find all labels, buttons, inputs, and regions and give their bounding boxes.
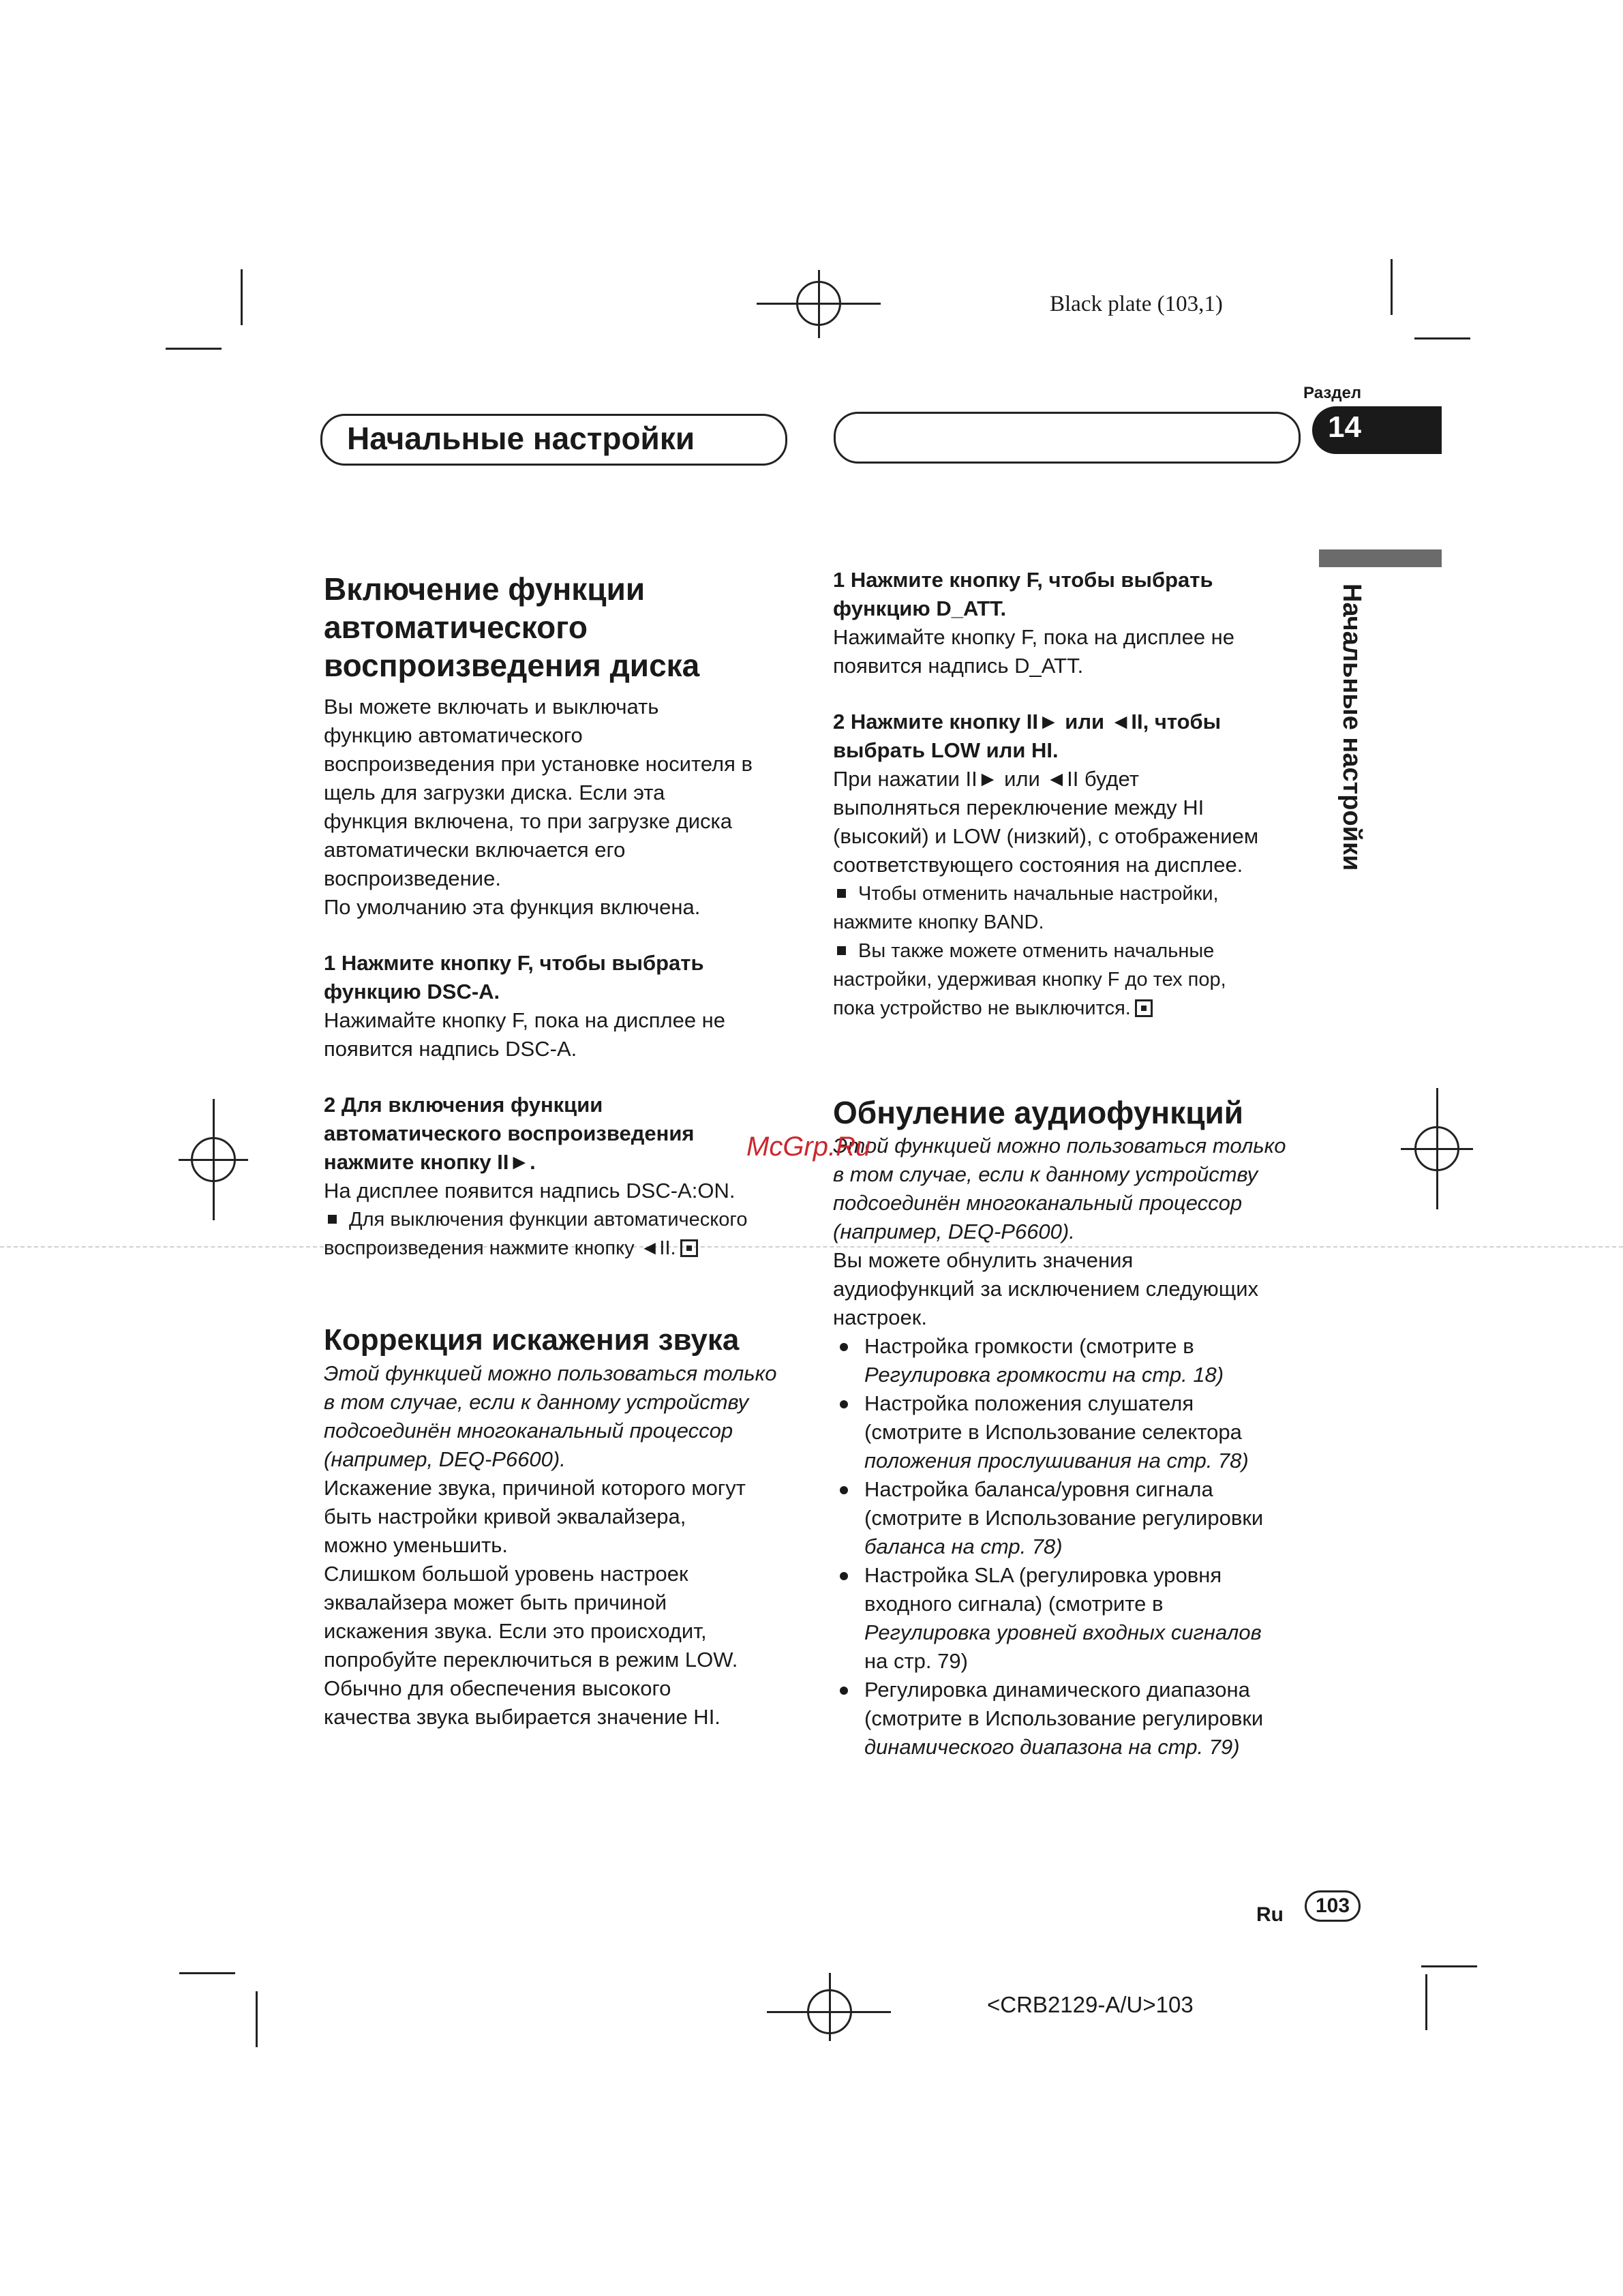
body-line: По умолчанию эта функция включена. xyxy=(324,895,701,919)
end-mark-icon xyxy=(680,1239,698,1257)
heading-audio-reset: Обнуление аудиофункций xyxy=(833,1095,1244,1130)
heading-line: Включение функции xyxy=(324,571,646,607)
list-line: Регулировка уровней входных сигналов xyxy=(864,1620,1262,1644)
body-line: быть настройки кривой эквалайзера, xyxy=(324,1505,686,1528)
note-bullet-icon xyxy=(837,946,846,955)
body-line: автоматически включается его xyxy=(324,838,626,862)
note-bullet-icon xyxy=(328,1215,337,1224)
body-line: функцию автоматического xyxy=(324,723,583,747)
step-2-title: нажмите кнопку II►. xyxy=(324,1150,536,1174)
heading-line: воспроизведения диска xyxy=(324,648,700,683)
side-tab-stripe xyxy=(1319,549,1442,567)
watermark: McGrp.Ru xyxy=(746,1132,871,1162)
italic-line: (например, DEQ-P6600). xyxy=(324,1447,566,1471)
body-line: качества звука выбирается значение HI. xyxy=(324,1705,721,1729)
chapter-header xyxy=(320,414,787,466)
italic-line: подсоединён многоканальный процессор xyxy=(324,1419,733,1442)
language-code: Ru xyxy=(1256,1903,1284,1926)
scan-fold-line xyxy=(0,1246,1623,1248)
body-line: эквалайзера может быть причиной xyxy=(324,1590,667,1614)
list-line: Настройка баланса/уровня сигнала xyxy=(864,1477,1213,1501)
body-line: воспроизведения при установке носителя в xyxy=(324,752,753,776)
note-line: пока устройство не выключится. xyxy=(833,997,1131,1019)
step-1-body: Нажимайте кнопку F, пока на дисплее не xyxy=(324,1008,726,1032)
step-2-body: выполняться переключение между HI xyxy=(833,796,1204,819)
step-1-body: появится надпись DSC-A. xyxy=(324,1037,577,1061)
note-bullet-icon xyxy=(837,889,846,898)
italic-line: подсоединён многоканальный процессор xyxy=(833,1191,1243,1215)
body-line: Искажение звука, причиной которого могут xyxy=(324,1476,746,1500)
list-line: на стр. 79) xyxy=(864,1649,968,1673)
note-line: Вы также можете отменить начальные xyxy=(858,940,1215,962)
list-line: Настройка громкости (смотрите в xyxy=(864,1334,1194,1358)
body-line: Слишком большой уровень настроек xyxy=(324,1562,688,1586)
heading-distortion: Коррекция искажения звука xyxy=(324,1323,740,1357)
list-line: Настройка SLA (регулировка уровня xyxy=(864,1563,1222,1587)
list-line: входного сигнала) (смотрите в xyxy=(864,1592,1164,1616)
list-item xyxy=(833,1561,1310,1676)
body-line: Вы можете включать и выключать xyxy=(324,695,659,719)
list-line: (смотрите в Использование регулировки xyxy=(864,1706,1264,1730)
step-1-title: функцию DSC-A. xyxy=(324,980,500,1003)
list-line: динамического диапазона на стр. 79) xyxy=(864,1735,1240,1759)
crop-mark xyxy=(256,1991,258,2047)
document-code: <CRB2129-A/U>103 xyxy=(987,1992,1194,2017)
step-2-body: На дисплее появится надпись DSC-A:ON. xyxy=(324,1179,735,1203)
list-line: (смотрите в Использование селектора xyxy=(864,1420,1242,1444)
italic-line: в том случае, если к данному устройству xyxy=(833,1162,1258,1186)
italic-line: (например, DEQ-P6600). xyxy=(833,1220,1075,1243)
list-item xyxy=(833,1332,1310,1389)
italic-line: Этой функцией можно пользоваться только xyxy=(833,1134,1286,1158)
body-line: щель для загрузки диска. Если эта xyxy=(324,781,665,804)
italic-line: Этой функцией можно пользоваться только xyxy=(324,1361,777,1385)
page-number: 103 xyxy=(1305,1890,1361,1922)
registration-mark xyxy=(1436,1088,1438,1209)
black-plate-label: Black plate (103,1) xyxy=(1050,292,1223,316)
step-1-title: функцию D_ATT. xyxy=(833,596,1007,620)
section-number: 14 xyxy=(1328,410,1361,444)
step-2-title: автоматического воспроизведения xyxy=(324,1121,695,1145)
list-line: баланса на стр. 78) xyxy=(864,1535,1063,1558)
step-2-title: выбрать LOW или HI. xyxy=(833,738,1059,762)
crop-mark xyxy=(1421,1965,1477,1967)
body-line: аудиофункций за исключением следующих xyxy=(833,1277,1259,1301)
side-tab-label: Начальные настройки xyxy=(1337,584,1366,871)
registration-mark xyxy=(829,1973,831,2041)
list-item xyxy=(833,1676,1310,1762)
step-1-title: 1 Нажмите кнопку F, чтобы выбрать xyxy=(324,951,704,975)
note-line: нажмите кнопку BAND. xyxy=(833,911,1044,933)
list-item xyxy=(833,1389,1310,1475)
list-line: (смотрите в Использование регулировки xyxy=(864,1506,1264,1530)
chapter-title: Начальные настройки xyxy=(347,421,695,456)
chapter-header-empty-pill xyxy=(834,412,1301,464)
crop-mark xyxy=(179,1972,235,1974)
step-1-title: 1 Нажмите кнопку F, чтобы выбрать xyxy=(833,568,1213,592)
list-line: положения прослушивания на стр. 78) xyxy=(864,1449,1249,1472)
body-line: попробуйте переключиться в режим LOW. xyxy=(324,1648,738,1672)
heading-line: автоматического xyxy=(324,609,588,645)
note-line: Для выключения функции автоматического xyxy=(349,1209,748,1230)
italic-line: в том случае, если к данному устройству xyxy=(324,1390,749,1414)
heading-auto-play xyxy=(324,570,801,684)
body-line: искажения звука. Если это происходит, xyxy=(324,1619,707,1643)
section-label: Раздел xyxy=(1303,384,1362,402)
note-line: Чтобы отменить начальные настройки, xyxy=(858,883,1219,905)
end-mark-icon xyxy=(1135,999,1153,1017)
registration-mark xyxy=(818,270,820,338)
body-line: Обычно для обеспечения высокого xyxy=(324,1676,671,1700)
list-line: Настройка положения слушателя xyxy=(864,1391,1194,1415)
body-line: функция включена, то при загрузке диска xyxy=(324,809,733,833)
step-2-title: 2 Нажмите кнопку II► или ◄II, чтобы xyxy=(833,710,1222,734)
crop-mark xyxy=(241,269,243,325)
step-2-body: соответствующего состояния на дисплее. xyxy=(833,853,1243,877)
list-line: Регулировка громкости на стр. 18) xyxy=(864,1363,1224,1387)
crop-mark xyxy=(1391,259,1393,315)
list-line: Регулировка динамического диапазона xyxy=(864,1678,1250,1702)
registration-mark xyxy=(213,1099,215,1220)
crop-mark xyxy=(166,348,222,350)
step-2-body: (высокий) и LOW (низкий), с отображением xyxy=(833,824,1259,848)
left-column xyxy=(324,570,801,1732)
note-line: воспроизведения нажмите кнопку ◄II. xyxy=(324,1237,676,1259)
step-1-body: Нажимайте кнопку F, пока на дисплее не xyxy=(833,625,1235,649)
body-line: можно уменьшить. xyxy=(324,1533,509,1557)
step-2-body: При нажатии II► или ◄II будет xyxy=(833,767,1139,791)
body-line: Вы можете обнулить значения xyxy=(833,1248,1134,1272)
list-item xyxy=(833,1475,1310,1561)
crop-mark xyxy=(1425,1974,1427,2030)
step-1-body: появится надпись D_ATT. xyxy=(833,654,1084,678)
step-2-title: 2 Для включения функции xyxy=(324,1093,603,1117)
body-line: настроек. xyxy=(833,1305,927,1329)
note-line: настройки, удерживая кнопку F до тех пор, xyxy=(833,969,1226,991)
right-column xyxy=(833,566,1310,1762)
crop-mark xyxy=(1414,337,1470,339)
body-line: воспроизведение. xyxy=(324,866,501,890)
